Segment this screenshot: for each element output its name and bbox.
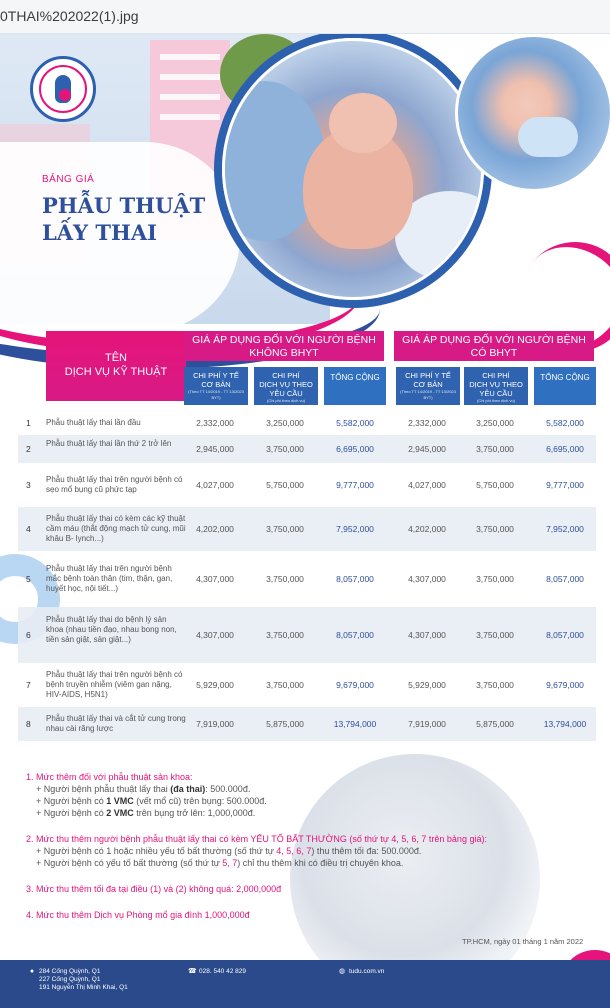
price-cell: 5,929,000 (408, 680, 446, 690)
website-link: tudu.com.vn (349, 968, 385, 975)
total-cell: 13,794,000 (543, 719, 587, 729)
price-cell: 3,750,000 (266, 630, 304, 640)
note-text: ) chỉ thu thêm khi có điều trị chuyên khoa. (237, 858, 404, 868)
location-icon: ● (29, 968, 35, 975)
total-header-bhyt: TỔNG CỘNG (534, 367, 596, 405)
price-cell: 2,332,000 (408, 418, 446, 428)
note-text: + Người bệnh có 1 hoặc nhiều yếu tố bất thường (số thứ tự (36, 846, 277, 856)
request-cost-label: CHI PHÍ DỊCH VỤ THEO YÊU CẦU (259, 371, 313, 398)
service-name: Phẫu thuật lấy thai và cắt tử cung trong nhau cài răng lược (46, 714, 186, 733)
row-number: 6 (26, 630, 31, 640)
title-line-2: LẤY THAI (42, 220, 157, 245)
price-cell: 5,875,000 (476, 719, 514, 729)
basic-cost-label: CHI PHÍ Y TẾ CƠ BẢN (193, 371, 239, 389)
building-window (160, 114, 220, 120)
price-cell: 4,027,000 (408, 480, 446, 490)
note-highlight: 5, 7 (222, 858, 238, 868)
basic-cost-note: (Theo TT 14/2019 - TT 13/2023 BYT) (400, 389, 456, 400)
price-cell: 2,332,000 (196, 418, 234, 428)
tab-title[interactable]: 0THAI%202022(1).jpg (0, 8, 139, 24)
price-cell: 3,750,000 (476, 630, 514, 640)
note-text: + Người bệnh phẫu thuật lấy thai (36, 784, 171, 794)
note-1a (26, 783, 596, 795)
row-number: 8 (26, 719, 31, 729)
issue-date: TP.HCM, ngày 01 tháng 1 năm 2022 (462, 937, 584, 946)
price-cell: 4,202,000 (408, 524, 446, 534)
total-cell: 8,057,000 (546, 574, 584, 584)
address-1: 284 Cống Quỳnh, Q1 (39, 968, 101, 975)
no-insurance-header: GIÁ ÁP DỤNG ĐỐI VỚI NGƯỜI BỆNH KHÔNG BHYT (184, 331, 384, 361)
table-row (18, 551, 596, 607)
price-cell: 4,202,000 (196, 524, 234, 534)
price-poster (0, 34, 610, 1008)
service-name-header: TÊN DỊCH VỤ KỸ THUẬT (46, 331, 186, 401)
price-cell: 3,750,000 (266, 524, 304, 534)
service-name: Phẫu thuật lấy thai do bệnh lý sản khoa (nhau tiền đạo, nhau bong non, tiền sản giật, sản giật...) (46, 615, 177, 644)
price-cell: 5,875,000 (266, 719, 304, 729)
note-text: (vết mổ cũ) trên bụng: 500.000đ. (133, 796, 267, 806)
price-cell: 4,307,000 (196, 574, 234, 584)
row-number: 3 (26, 480, 31, 490)
note-4: 4. Mức thu thêm Dịch vụ Phòng mổ gia đình 1,000,000đ (26, 910, 250, 920)
row-number: 2 (26, 444, 31, 454)
price-cell: 3,250,000 (266, 418, 304, 428)
price-list-label: BẢNG GIÁ (42, 174, 95, 185)
total-cell: 8,057,000 (546, 630, 584, 640)
note-2-heading: 2. Mức thu thêm người bệnh phẫu thuật lấy thai có kèm YẾU TỐ BẤT THƯỜNG (số thứ tự 4, 5, 6, 7 trên bảng giá): (26, 834, 487, 844)
baby-head (329, 93, 397, 153)
total-cell: 9,679,000 (546, 680, 584, 690)
globe-icon: ◍ (338, 968, 346, 975)
building-window (160, 94, 220, 100)
request-cost-label: CHI PHÍ DỊCH VỤ THEO YÊU CẦU (469, 371, 523, 398)
service-name: Phẫu thuật lấy thai lần đầu (46, 418, 141, 427)
price-cell: 4,307,000 (408, 630, 446, 640)
building-window (160, 54, 220, 60)
hospital-logo (30, 56, 96, 122)
total-cell: 5,582,000 (546, 418, 584, 428)
table-row (18, 707, 596, 741)
note-highlight: 4, 5, 6, 7 (276, 846, 312, 856)
price-cell: 4,307,000 (196, 630, 234, 640)
baby-icon (59, 89, 71, 101)
price-cell: 7,919,000 (408, 719, 446, 729)
price-cell: 4,307,000 (408, 574, 446, 584)
newborn-photo (222, 38, 484, 300)
service-name: Phẫu thuật lấy thai có kèm các kỹ thuật cầm máu (thắt động mạch tử cung, mũi khâu B- lynch...) (46, 514, 186, 543)
phone-number: 028. 540 42 829 (199, 968, 246, 975)
phone-icon: ☎ (188, 968, 197, 975)
request-cost-note: (Chi phí theo dịch vụ) (266, 398, 306, 403)
request-cost-note: (Chi phí theo dịch vụ) (476, 398, 516, 403)
table-row (18, 663, 596, 707)
note-bold: (đa thai) (170, 784, 206, 794)
service-name: Phẫu thuật lấy thai lần thứ 2 trở lên (46, 439, 172, 448)
surgical-mask (518, 117, 578, 157)
total-cell: 7,952,000 (546, 524, 584, 534)
total-cell: 7,952,000 (336, 524, 374, 534)
footer-phone[interactable] (188, 968, 246, 976)
table-row (18, 435, 596, 463)
total-header: TỔNG CỘNG (324, 367, 386, 405)
tab-bar (0, 0, 610, 34)
note-text: ) thu thêm tối đa: 500.000đ. (311, 846, 422, 856)
price-cell: 5,750,000 (266, 480, 304, 490)
note-text: trên bụng trở lên: 1,000,000đ. (133, 808, 256, 818)
price-rows (18, 411, 596, 741)
price-cell: 3,750,000 (266, 444, 304, 454)
price-cell: 3,750,000 (476, 574, 514, 584)
footer-website[interactable] (338, 968, 384, 976)
service-name: Phẫu thuật lấy thai trên người bệnh mắc bệnh toàn thân (tim, thận, gan, huyết học, nội tiết...) (46, 564, 173, 593)
address-3: 191 Nguyễn Thị Minh Khai, Q1 (39, 984, 128, 991)
notes (26, 771, 596, 921)
note-text: : 500.000đ. (205, 784, 251, 794)
mother-baby-photo (455, 34, 610, 192)
row-number: 7 (26, 680, 31, 690)
footer-address (28, 968, 128, 992)
request-cost-header-bhyt (464, 367, 528, 405)
total-cell: 8,057,000 (336, 630, 374, 640)
price-cell: 2,945,000 (408, 444, 446, 454)
note-3: 3. Mức thu thêm tối đa tại điều (1) và (2) không quá: 2,000,000đ (26, 884, 282, 894)
insurance-header: GIÁ ÁP DỤNG ĐỐI VỚI NGƯỜI BỆNH CÓ BHYT (394, 331, 594, 361)
basic-cost-header-bhyt (396, 367, 460, 405)
address-2: 227 Cống Quỳnh, Q1 (39, 976, 101, 983)
price-cell: 2,945,000 (196, 444, 234, 454)
basic-cost-note: (Theo TT 14/2019 - TT 13/2023 BYT) (188, 389, 244, 400)
request-cost-header (254, 367, 318, 405)
note-1-heading: 1. Mức thêm đối với phẫu thuật sản khoa: (26, 772, 193, 782)
table-row (18, 607, 596, 663)
note-2b (26, 857, 596, 869)
building-window (160, 74, 220, 80)
table-row (18, 411, 596, 435)
note-bold: 2 VMC (106, 808, 134, 818)
total-cell: 13,794,000 (333, 719, 377, 729)
price-cell: 3,750,000 (476, 444, 514, 454)
note-text: + Người bệnh có (36, 796, 107, 806)
price-cell: 3,750,000 (266, 680, 304, 690)
service-name: Phẫu thuật lấy thai trên người bệnh có bệnh truyền nhiễm (viêm gan nặng, HIV-AIDS, H5N1) (46, 670, 183, 699)
note-bold: 1 VMC (106, 796, 134, 806)
price-cell: 5,929,000 (196, 680, 234, 690)
price-cell: 3,750,000 (476, 680, 514, 690)
total-cell: 6,695,000 (336, 444, 374, 454)
note-1b (26, 795, 596, 807)
footer (0, 960, 610, 1008)
total-cell: 5,582,000 (336, 418, 374, 428)
row-number: 4 (26, 524, 31, 534)
total-cell: 9,679,000 (336, 680, 374, 690)
price-cell: 3,250,000 (476, 418, 514, 428)
page-title (42, 192, 205, 246)
price-cell: 3,750,000 (476, 524, 514, 534)
row-number: 1 (26, 418, 31, 428)
table-row (18, 507, 596, 551)
note-1c (26, 807, 596, 819)
title-line-1: PHẪU THUẬT (42, 193, 206, 218)
basic-cost-header (184, 367, 248, 405)
row-number: 5 (26, 574, 31, 584)
price-cell: 5,750,000 (476, 480, 514, 490)
price-cell: 4,027,000 (196, 480, 234, 490)
note-text: + Người bệnh có (36, 808, 107, 818)
total-cell: 9,777,000 (336, 480, 374, 490)
table-row (18, 463, 596, 507)
basic-cost-label: CHI PHÍ Y TẾ CƠ BẢN (405, 371, 451, 389)
price-cell: 3,750,000 (266, 574, 304, 584)
note-2a (26, 845, 596, 857)
total-cell: 9,777,000 (546, 480, 584, 490)
total-cell: 6,695,000 (546, 444, 584, 454)
service-name: Phẫu thuật lấy thai trên người bệnh có sẹo mổ bụng cũ phức tạp (46, 475, 183, 494)
note-text: + Người bệnh có yếu tố bất thường (số thứ tự (36, 858, 223, 868)
total-cell: 8,057,000 (336, 574, 374, 584)
price-cell: 7,919,000 (196, 719, 234, 729)
